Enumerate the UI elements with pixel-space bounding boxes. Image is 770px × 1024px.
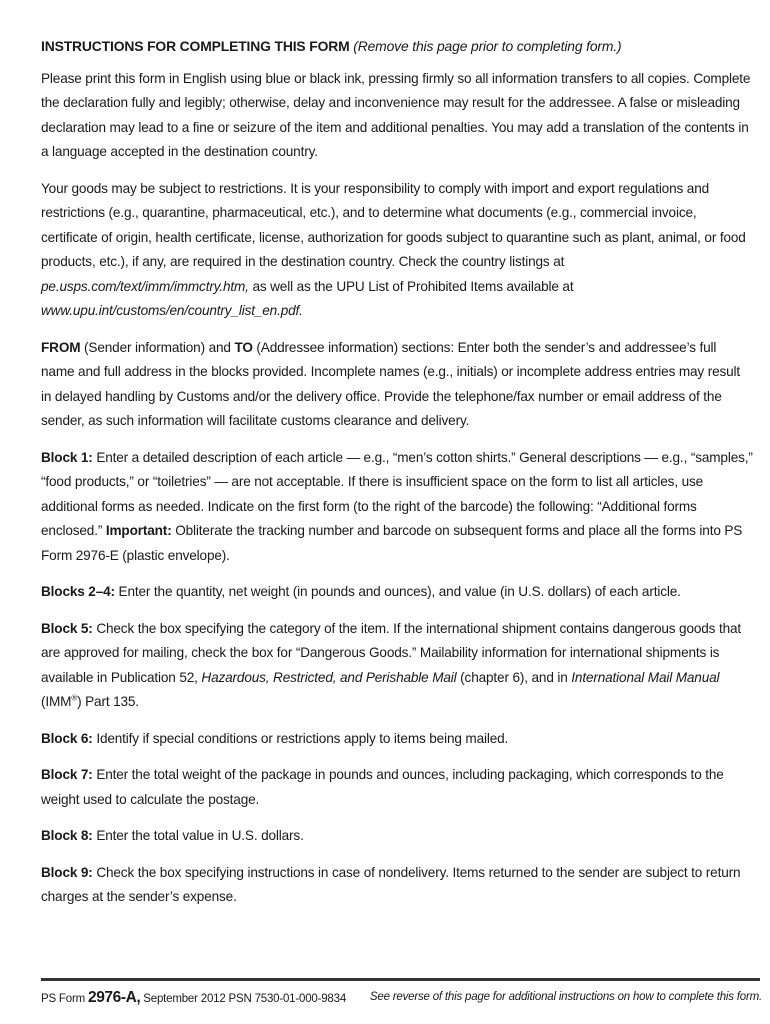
block-6-text: Identify if special conditions or restrictions apply to items being mailed. <box>92 730 509 746</box>
block-7-text: Enter the total weight of the package in pounds and ounces, including packaging, which corresponds to the weight used to calculate the postage. <box>41 767 724 807</box>
to-label: TO <box>234 339 253 355</box>
form-edition: September 2012 PSN 7530-01-000-9834 <box>140 993 347 1005</box>
country-listings-url: pe.usps.com/text/imm/immctry.htm, <box>41 278 249 294</box>
paragraph-from-to <box>41 336 753 434</box>
block-5-text-3: (IMM <box>41 694 72 709</box>
form-prefix: PS Form <box>41 993 88 1005</box>
blocks-2-4-text: Enter the quantity, net weight (in pounds and ounces), and value (in U.S. dollars) of each article. <box>114 584 681 599</box>
paragraph-block-9 <box>41 861 753 910</box>
blocks-2-4-label: Blocks 2–4: <box>41 584 115 599</box>
from-to-text-2: (Addressee information) sections: Enter both the sender’s and addressee’s full name and full address in the blocks provided. Incomplete names (e.g., initials) or incomplete address entries may result in delayed handling by Customs and/or the delivery office. Provide the telephone/fax number or email address of the sender, as such information will facilitate customs clearance and delivery. <box>41 339 741 428</box>
paragraph-block-5 <box>41 617 753 715</box>
block-1-label: Block 1: <box>41 449 93 465</box>
paragraph-block-1 <box>41 446 753 569</box>
important-label: Important: <box>105 523 172 538</box>
from-to-text-1: (Sender information) and <box>80 339 235 355</box>
footer-divider <box>41 978 760 981</box>
form-identifier <box>41 989 346 1007</box>
block-8-text: Enter the total value in U.S. dollars. <box>92 828 304 843</box>
block-5-label: Block 5: <box>41 620 93 636</box>
page-heading <box>41 34 753 59</box>
reverse-note: See reverse of this page for additional instructions on how to complete this form. <box>369 991 762 1003</box>
paragraph-restrictions <box>41 177 753 324</box>
manual-title: International Mail Manual <box>571 669 720 685</box>
heading-note: (Remove this page prior to completing form.) <box>353 38 622 54</box>
instructions-page <box>41 34 753 922</box>
form-number: 2976-A, <box>87 989 141 1006</box>
restrictions-text-2: as well as the UPU List of Prohibited Items available at <box>248 278 574 294</box>
paragraph-block-8 <box>41 824 753 849</box>
upu-list-url: www.upu.int/customs/en/country_list_en.pdf. <box>41 303 303 318</box>
heading-title: INSTRUCTIONS FOR COMPLETING THIS FORM <box>41 38 350 54</box>
block-5-text-2: (chapter 6), and in <box>456 669 572 685</box>
block-7-label: Block 7: <box>41 767 93 782</box>
paragraph-ink-instructions: Please print this form in English using blue or black ink, pressing firmly so all information transfers to all copies. Complete the declaration fully and legibly; otherwise, delay and inconvenience may result for the addressee. A false or misleading declaration may lead to a fine or seizure of the item and additional penalties. You may add a translation of the contents in a language accepted in the destination country. <box>41 70 751 159</box>
block-8-label: Block 8: <box>41 828 93 843</box>
block-1-text-1: Enter a detailed description of each article — e.g., “men’s cotton shirts.” General descriptions — e.g., “samples,” “food products,” or “toiletries” — are not acceptable. If there is insufficient space on the form to list all articles, use additional forms as needed. Indicate on the first form (to the right of the barcode) the following: “Additional forms enclosed.” <box>41 449 753 538</box>
block-5-text-4: ) Part 135. <box>77 694 139 709</box>
paragraph-block-6 <box>41 727 753 752</box>
registered-mark: ® <box>71 693 78 703</box>
publication-title: Hazardous, Restricted, and Perishable Mail <box>201 669 457 685</box>
block-5-text-1: Check the box specifying the category of the item. If the international shipment contains dangerous goods that are approved for mailing, check the box for “Dangerous Goods.” Mailability information for international shipments is available in Publication 52, <box>41 620 742 685</box>
block-1-text-2: Obliterate the tracking number and barcode on subsequent forms and place all the forms into PS Form 2976-E (plastic envelope). <box>41 523 743 563</box>
paragraph-block-7 <box>41 763 753 812</box>
block-9-label: Block 9: <box>41 864 93 880</box>
block-9-text: Check the box specifying instructions in case of nondelivery. Items returned to the sender are subject to return charges at the sender’s expense. <box>41 864 741 904</box>
block-6-label: Block 6: <box>41 730 93 746</box>
paragraph-blocks-2-4 <box>41 580 753 605</box>
from-label: FROM <box>41 339 81 355</box>
restrictions-text-1: Your goods may be subject to restrictions. It is your responsibility to comply with import and export regulations and restrictions (e.g., quarantine, pharmaceutical, etc.), and to determine what documents (e.g., commercial invoice, certificate of origin, health certificate, license, authorization for goods subject to quarantine such as plant, animal, or food products, etc.), if any, are required in the destination country. Check the country listings at <box>41 180 746 269</box>
page-footer <box>41 987 762 1017</box>
